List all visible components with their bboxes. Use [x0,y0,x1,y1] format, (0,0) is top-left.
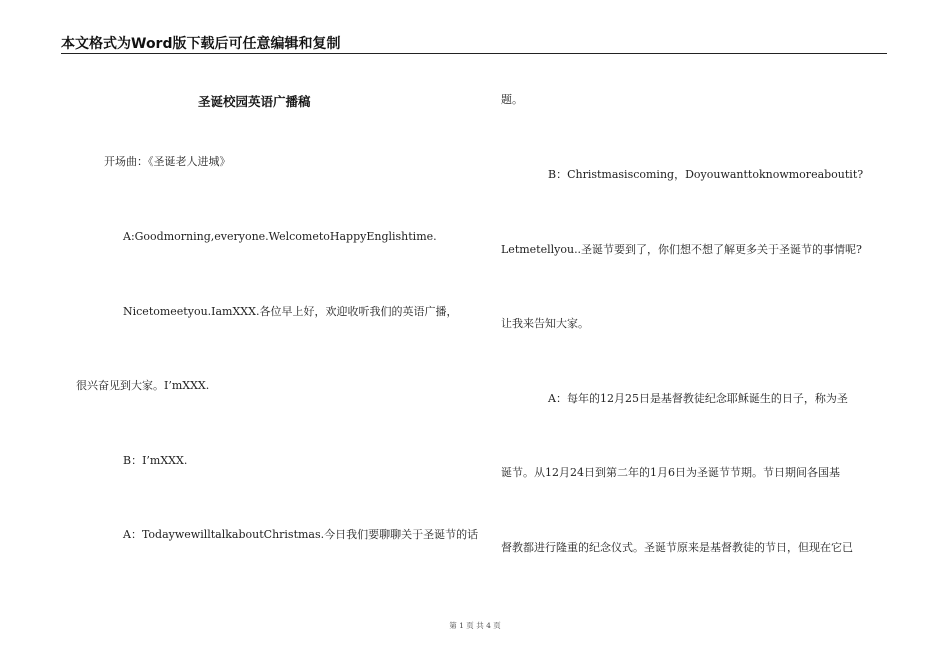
right-line-3: Letmetellyou..圣诞节要到了，你们想不想了解更多关于圣诞节的事情呢? [501,243,862,256]
left-line-4: 很兴奋见到大家。I’mXXX. [76,379,210,392]
right-line-5: A：每年的12月25日是基督教徒纪念耶稣诞生的日子，称为圣 [548,392,848,405]
right-line-2: B：Christmasiscoming，Doyouwanttoknowmoreaboutit? [548,168,864,181]
header-divider [61,53,887,54]
left-line-1: 开场曲：《圣诞老人进城》 [104,155,231,168]
right-line-4: 让我来告知大家。 [501,317,589,330]
right-line-1: 题。 [501,93,523,106]
right-line-6: 诞节。从12月24日到第二年的1月6日为圣诞节节期。节日期间各国基 [501,466,840,479]
document-header: 本文格式为Word版下载后可任意编辑和复制 [61,36,341,52]
left-line-6: A：TodaywewilltalkaboutChristmas.今日我们要聊聊关于圣诞节的话 [123,528,479,541]
page-number: 第 1 页 共 4 页 [449,621,501,630]
left-line-3: Nicetomeetyou.IamXXX.各位早上好，欢迎收听我们的英语广播， [123,305,458,318]
right-line-7: 督教都进行隆重的纪念仪式。圣诞节原来是基督教徒的节日，但现在它已 [501,541,853,554]
left-line-2: A:Goodmorning,everyone.WelcometoHappyEnglishtime. [123,230,437,243]
document-title: 圣诞校园英语广播稿 [198,94,311,109]
left-line-5: B：I’mXXX. [123,454,188,467]
